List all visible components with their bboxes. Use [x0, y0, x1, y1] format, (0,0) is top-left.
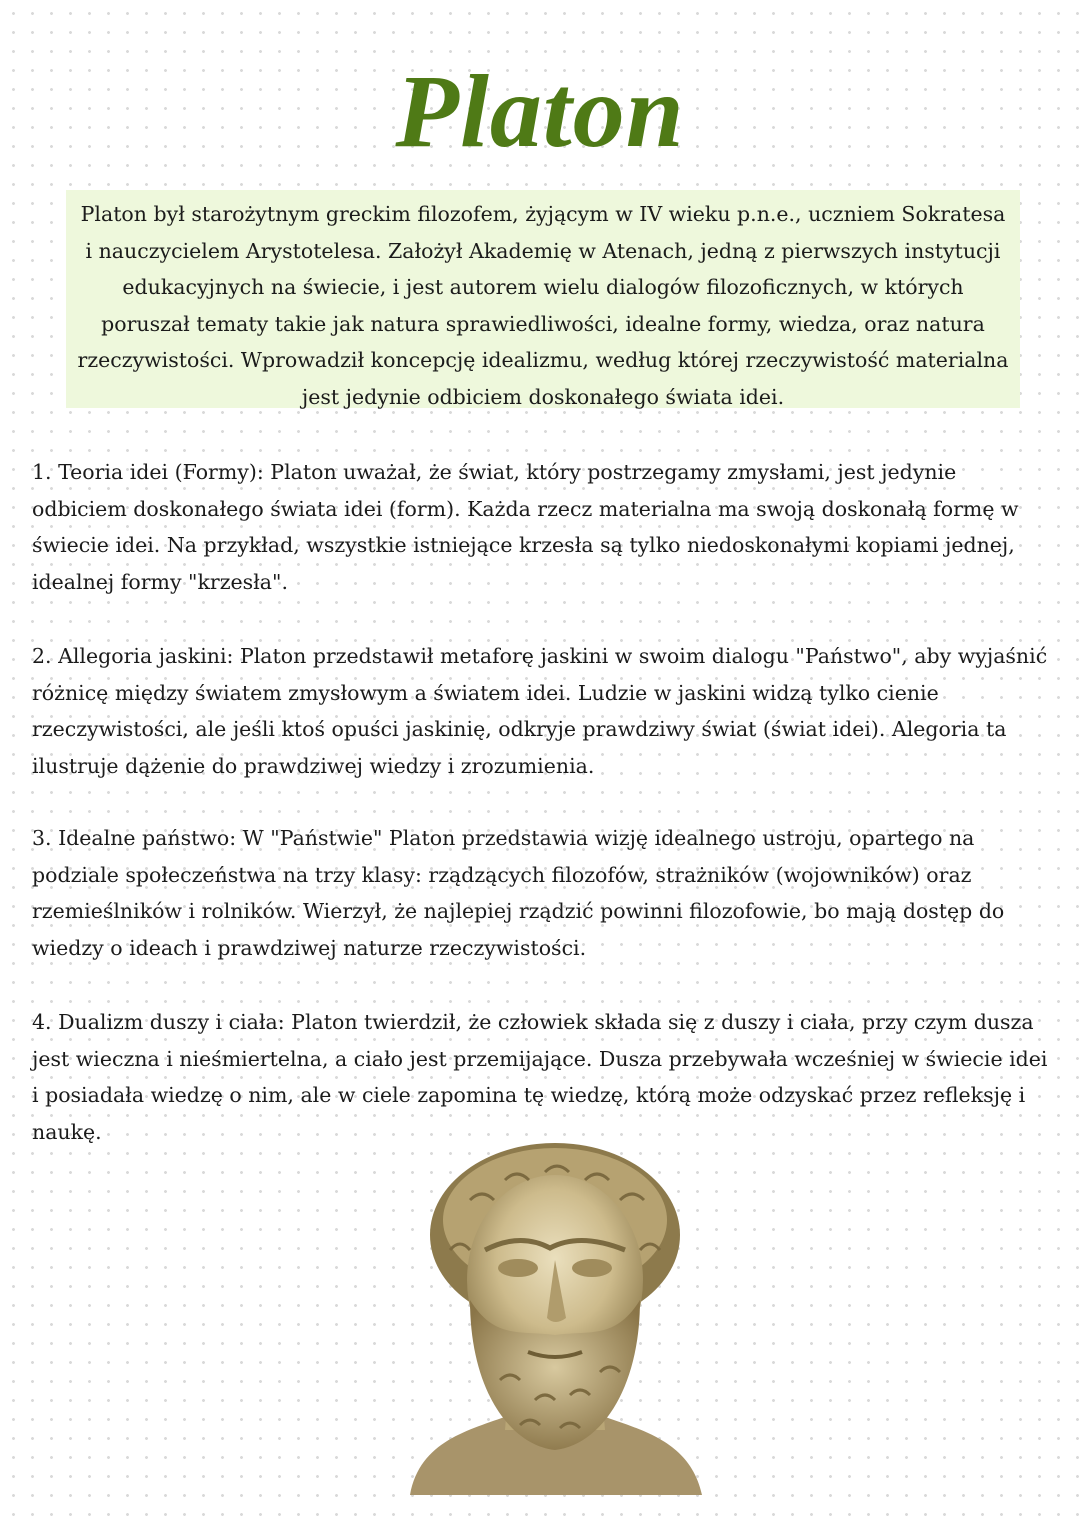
intro-paragraph: Platon był starożytnym greckim filozofem, żyjącym w IV wieku p.n.e., uczniem Sokratesa i nauczycielem Arystotelesa. Założył Akademię w Atenach, jedną z pierwszych instytucji edukacyjnych na świecie, i jest autorem wielu dialogów filozoficznych, w których poruszał tematy takie jak natura sprawiedliwości, idealne formy, wiedza, oraz natura rzeczywistości. Wprowadził koncepcję idealizmu, według której rzeczywistość materialna jest jedynie odbiciem doskonałego świata idei.: [77, 202, 1009, 409]
section-theory-of-ideas: 1. Teoria idei (Formy): Platon uważał, że świat, który postrzegamy zmysłami, jest jedynie odbiciem doskonałego świata idei (form). Każda rzecz materialna ma swoją doskonałą formę w świecie idei. Na przykład, wszystkie istniejące krzesła są tylko niedoskonałymi kopiami jednej, idealnej formy "krzesła".: [32, 460, 1019, 594]
platon-bust-image: [400, 1140, 710, 1495]
section-soul-body-dualism: 4. Dualizm duszy i ciała: Platon twierdził, że człowiek składa się z duszy i ciała, przy czym dusza jest wieczna i nieśmiertelna, a ciało jest przemijające. Dusza przebywała wcześniej w świecie idei i posiadała wiedzę o nim, ale w ciele zapomina tę wiedzę, którą może odzyskać przez refleksję i naukę.: [32, 1010, 1048, 1144]
section-ideal-state: 3. Idealne państwo: W "Państwie" Platon przedstawia wizję idealnego ustroju, opartego na podziale społeczeństwa na trzy klasy: rządzących filozofów, strażników (wojowników) oraz rzemieślników i rolników. Wierzył, że najlepiej rządzić powinni filozofowie, bo mają dostęp do wiedzy o ideach i prawdziwej naturze rzeczywistości.: [32, 826, 1005, 960]
section-cave-allegory: 2. Allegoria jaskini: Platon przedstawił metaforę jaskini w swoim dialogu "Państwo", aby wyjaśnić różnicę między światem zmysłowym a światem idei. Ludzie w jaskini widzą tylko cienie rzeczywistości, ale jeśli ktoś opuści jaskinię, odkryje prawdziwy świat (świat idei). Alegoria ta ilustruje dążenie do prawdziwej wiedzy i zrozumienia.: [32, 644, 1048, 778]
bust-image: [400, 1140, 710, 1495]
intro-box: [66, 190, 1020, 408]
page-title: Platon: [395, 54, 685, 169]
